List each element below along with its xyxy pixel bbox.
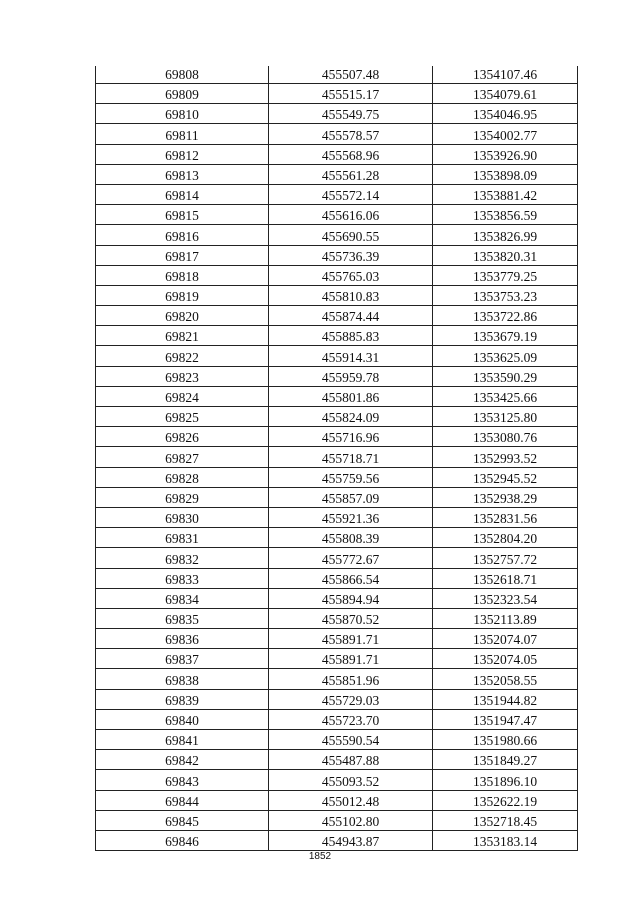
table-row xyxy=(96,649,578,669)
x-coordinate-cell: 454943.87 xyxy=(269,830,433,850)
coordinate-table-container xyxy=(95,66,577,851)
table-row xyxy=(96,830,578,850)
y-coordinate-cell: 1353625.09 xyxy=(433,346,578,366)
x-coordinate-cell: 455590.54 xyxy=(269,730,433,750)
y-coordinate-cell: 1353722.86 xyxy=(433,306,578,326)
table-row xyxy=(96,770,578,790)
table-row xyxy=(96,507,578,527)
page-number: 1852 xyxy=(308,851,332,862)
y-coordinate-cell: 1352323.54 xyxy=(433,588,578,608)
table-row xyxy=(96,467,578,487)
y-coordinate-cell: 1353183.14 xyxy=(433,830,578,850)
point-id-cell: 69837 xyxy=(96,649,269,669)
x-coordinate-cell: 455851.96 xyxy=(269,669,433,689)
point-id-cell: 69843 xyxy=(96,770,269,790)
x-coordinate-cell: 455824.09 xyxy=(269,407,433,427)
table-row xyxy=(96,669,578,689)
point-id-cell: 69820 xyxy=(96,306,269,326)
table-row xyxy=(96,730,578,750)
x-coordinate-cell: 455894.94 xyxy=(269,588,433,608)
x-coordinate-cell: 455729.03 xyxy=(269,689,433,709)
point-id-cell: 69827 xyxy=(96,447,269,467)
x-coordinate-cell: 455578.57 xyxy=(269,124,433,144)
y-coordinate-cell: 1353926.90 xyxy=(433,144,578,164)
x-coordinate-cell: 455914.31 xyxy=(269,346,433,366)
y-coordinate-cell: 1354002.77 xyxy=(433,124,578,144)
table-row xyxy=(96,225,578,245)
table-row xyxy=(96,709,578,729)
y-coordinate-cell: 1353679.19 xyxy=(433,326,578,346)
y-coordinate-cell: 1353826.99 xyxy=(433,225,578,245)
y-coordinate-cell: 1352945.52 xyxy=(433,467,578,487)
table-row xyxy=(96,427,578,447)
point-id-cell: 69822 xyxy=(96,346,269,366)
y-coordinate-cell: 1352938.29 xyxy=(433,487,578,507)
x-coordinate-cell: 455507.48 xyxy=(269,66,433,84)
x-coordinate-cell: 455772.67 xyxy=(269,548,433,568)
y-coordinate-cell: 1353753.23 xyxy=(433,285,578,305)
x-coordinate-cell: 455808.39 xyxy=(269,528,433,548)
point-id-cell: 69818 xyxy=(96,265,269,285)
point-id-cell: 69826 xyxy=(96,427,269,447)
point-id-cell: 69829 xyxy=(96,487,269,507)
table-row xyxy=(96,366,578,386)
x-coordinate-cell: 455736.39 xyxy=(269,245,433,265)
x-coordinate-cell: 455561.28 xyxy=(269,164,433,184)
y-coordinate-cell: 1352718.45 xyxy=(433,810,578,830)
table-row xyxy=(96,487,578,507)
point-id-cell: 69836 xyxy=(96,629,269,649)
table-row xyxy=(96,144,578,164)
table-row xyxy=(96,629,578,649)
point-id-cell: 69840 xyxy=(96,709,269,729)
point-id-cell: 69846 xyxy=(96,830,269,850)
point-id-cell: 69844 xyxy=(96,790,269,810)
x-coordinate-cell: 455572.14 xyxy=(269,184,433,204)
x-coordinate-cell: 455801.86 xyxy=(269,386,433,406)
x-coordinate-cell: 455549.75 xyxy=(269,104,433,124)
y-coordinate-cell: 1353080.76 xyxy=(433,427,578,447)
y-coordinate-cell: 1353425.66 xyxy=(433,386,578,406)
point-id-cell: 69821 xyxy=(96,326,269,346)
y-coordinate-cell: 1353856.59 xyxy=(433,205,578,225)
y-coordinate-cell: 1352993.52 xyxy=(433,447,578,467)
table-row xyxy=(96,245,578,265)
x-coordinate-cell: 455718.71 xyxy=(269,447,433,467)
point-id-cell: 69839 xyxy=(96,689,269,709)
table-row xyxy=(96,790,578,810)
x-coordinate-cell: 455487.88 xyxy=(269,750,433,770)
point-id-cell: 69809 xyxy=(96,84,269,104)
y-coordinate-cell: 1352618.71 xyxy=(433,568,578,588)
x-coordinate-cell: 455759.56 xyxy=(269,467,433,487)
table-row xyxy=(96,608,578,628)
x-coordinate-cell: 455885.83 xyxy=(269,326,433,346)
table-row xyxy=(96,689,578,709)
x-coordinate-cell: 455515.17 xyxy=(269,84,433,104)
x-coordinate-cell: 455616.06 xyxy=(269,205,433,225)
table-row xyxy=(96,84,578,104)
y-coordinate-cell: 1353898.09 xyxy=(433,164,578,184)
y-coordinate-cell: 1351947.47 xyxy=(433,709,578,729)
x-coordinate-cell: 455568.96 xyxy=(269,144,433,164)
point-id-cell: 69812 xyxy=(96,144,269,164)
x-coordinate-cell: 455093.52 xyxy=(269,770,433,790)
table-row xyxy=(96,124,578,144)
y-coordinate-cell: 1353779.25 xyxy=(433,265,578,285)
table-row xyxy=(96,810,578,830)
table-row xyxy=(96,528,578,548)
table-row xyxy=(96,568,578,588)
point-id-cell: 69832 xyxy=(96,548,269,568)
table-row xyxy=(96,265,578,285)
x-coordinate-cell: 455866.54 xyxy=(269,568,433,588)
x-coordinate-cell: 455716.96 xyxy=(269,427,433,447)
table-row xyxy=(96,104,578,124)
x-coordinate-cell: 455891.71 xyxy=(269,629,433,649)
x-coordinate-cell: 455891.71 xyxy=(269,649,433,669)
x-coordinate-cell: 455870.52 xyxy=(269,608,433,628)
point-id-cell: 69835 xyxy=(96,608,269,628)
point-id-cell: 69813 xyxy=(96,164,269,184)
x-coordinate-cell: 455102.80 xyxy=(269,810,433,830)
y-coordinate-cell: 1353820.31 xyxy=(433,245,578,265)
point-id-cell: 69831 xyxy=(96,528,269,548)
point-id-cell: 69824 xyxy=(96,386,269,406)
y-coordinate-cell: 1352831.56 xyxy=(433,507,578,527)
y-coordinate-cell: 1353590.29 xyxy=(433,366,578,386)
y-coordinate-cell: 1354107.46 xyxy=(433,66,578,84)
x-coordinate-cell: 455012.48 xyxy=(269,790,433,810)
y-coordinate-cell: 1352074.07 xyxy=(433,629,578,649)
point-id-cell: 69819 xyxy=(96,285,269,305)
y-coordinate-cell: 1351980.66 xyxy=(433,730,578,750)
point-id-cell: 69845 xyxy=(96,810,269,830)
y-coordinate-cell: 1352058.55 xyxy=(433,669,578,689)
point-id-cell: 69817 xyxy=(96,245,269,265)
y-coordinate-cell: 1352757.72 xyxy=(433,548,578,568)
x-coordinate-cell: 455959.78 xyxy=(269,366,433,386)
point-id-cell: 69811 xyxy=(96,124,269,144)
y-coordinate-cell: 1351896.10 xyxy=(433,770,578,790)
x-coordinate-cell: 455765.03 xyxy=(269,265,433,285)
y-coordinate-cell: 1351849.27 xyxy=(433,750,578,770)
point-id-cell: 69814 xyxy=(96,184,269,204)
table-row xyxy=(96,750,578,770)
x-coordinate-cell: 455874.44 xyxy=(269,306,433,326)
point-id-cell: 69833 xyxy=(96,568,269,588)
table-row xyxy=(96,66,578,84)
point-id-cell: 69841 xyxy=(96,730,269,750)
point-id-cell: 69828 xyxy=(96,467,269,487)
table-row xyxy=(96,184,578,204)
y-coordinate-cell: 1352804.20 xyxy=(433,528,578,548)
y-coordinate-cell: 1354046.95 xyxy=(433,104,578,124)
y-coordinate-cell: 1353881.42 xyxy=(433,184,578,204)
table-row xyxy=(96,164,578,184)
y-coordinate-cell: 1353125.80 xyxy=(433,407,578,427)
table-row xyxy=(96,205,578,225)
point-id-cell: 69842 xyxy=(96,750,269,770)
y-coordinate-cell: 1352622.19 xyxy=(433,790,578,810)
point-id-cell: 69808 xyxy=(96,66,269,84)
y-coordinate-cell: 1354079.61 xyxy=(433,84,578,104)
y-coordinate-cell: 1352113.89 xyxy=(433,608,578,628)
point-id-cell: 69825 xyxy=(96,407,269,427)
point-id-cell: 69816 xyxy=(96,225,269,245)
y-coordinate-cell: 1351944.82 xyxy=(433,689,578,709)
table-row xyxy=(96,447,578,467)
y-coordinate-cell: 1352074.05 xyxy=(433,649,578,669)
point-id-cell: 69810 xyxy=(96,104,269,124)
x-coordinate-cell: 455810.83 xyxy=(269,285,433,305)
table-row xyxy=(96,285,578,305)
table-row xyxy=(96,386,578,406)
x-coordinate-cell: 455690.55 xyxy=(269,225,433,245)
table-row xyxy=(96,548,578,568)
table-row xyxy=(96,407,578,427)
table-row xyxy=(96,588,578,608)
point-id-cell: 69834 xyxy=(96,588,269,608)
x-coordinate-cell: 455723.70 xyxy=(269,709,433,729)
x-coordinate-cell: 455857.09 xyxy=(269,487,433,507)
table-row xyxy=(96,346,578,366)
table-row xyxy=(96,326,578,346)
point-id-cell: 69830 xyxy=(96,507,269,527)
point-id-cell: 69823 xyxy=(96,366,269,386)
table-row xyxy=(96,306,578,326)
point-id-cell: 69815 xyxy=(96,205,269,225)
point-id-cell: 69838 xyxy=(96,669,269,689)
x-coordinate-cell: 455921.36 xyxy=(269,507,433,527)
coordinate-table xyxy=(95,66,578,851)
coordinate-table-body xyxy=(96,66,578,851)
